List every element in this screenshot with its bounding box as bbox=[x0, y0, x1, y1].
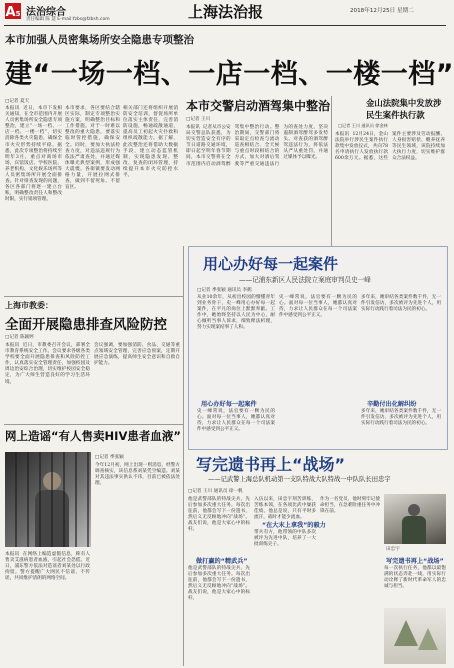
feature-title: 用心办好每一起案件 bbox=[203, 255, 339, 273]
page-letter: A bbox=[5, 5, 16, 20]
page-num: 5 bbox=[15, 10, 21, 18]
feature-sub-2: 辛勤付出化解纠纷 bbox=[367, 401, 417, 408]
soldier-photo bbox=[384, 494, 446, 544]
bottom-col-1b: 他是武警部队的特战尖兵，先后参加多次重大任务。每次出征前，他都会写下一份遗书，然后义无反顾地冲向“战场”。战友们说，他是大家心中的标杆。 bbox=[188, 566, 250, 602]
bottom-col-2: 入伍以来，田忠宇刻苦训练，苦练本领，在各项比武中屡获佳绩。他总是说，只有平时多流汗，战时才能少流血。 bbox=[254, 497, 316, 521]
lead-byline: □记者 夏天 bbox=[5, 99, 30, 104]
paper-name: 上海法治报 bbox=[188, 3, 264, 21]
photo-figure-body bbox=[402, 516, 426, 544]
left2-kicker: 上海市教委： bbox=[5, 301, 53, 310]
bottom-col-4: 每一次执行任务，他都以最饱满的状态奔赴一线，用实际行动诠释了新时代革命军人的忠诚与担当。 bbox=[384, 566, 446, 590]
story2-text: 本报讯 记者从市公安局交警总队获悉，为切实营造安全有序的节日道路交通环境，即日起至明年春节期间，本市交警将在全市范围内启动酒驾醉驾集中整治行动。整治期间，交警部门将采取定点检查与流动巡查相结合、全天候与重点时段相结合的方式，加大对酒后驾驶等严重交通违法行为的查处力度，坚决遏制酒驾醉驾多发势头。对查获的酒驾醉驾违法行为，将依法从严从重处罚，并通过媒体予以曝光。 bbox=[186, 125, 328, 167]
feature-box bbox=[188, 246, 448, 450]
bottom-byline: □记者 王川 通讯员 徐一帆 bbox=[188, 489, 243, 494]
lead-col-2: 本市要求，各区要结合辖区实际，制定专项整治实施方案，明确整治目标和工作措施。对于一时难以整改的重大隐患，要落实临时管控措施，确保安全。同时，要加大执法检查力度，对违法违规行为依法严肃查处，并通过媒体曝光典型案例，形成强大震慑。各街镇要发动网格力量，开展拉网式排查，做到不留死角、不留盲区。 bbox=[65, 106, 120, 191]
date-line: 2018年12月25日 星期二 bbox=[350, 8, 414, 14]
feature-byline: □记者 季张颖 通讯员 李鹤 bbox=[197, 288, 252, 293]
editor-line: 责任编辑 陈 慧 E-mail:fzbs@fzbsh.com bbox=[26, 17, 110, 22]
feature-col-2: 史一峰常说，法官要有一颗为民的心。面对每一位当事人，她都认真对待，力求让人民群众在每一个司法案件中感受到公平正义。 bbox=[279, 295, 357, 319]
masthead bbox=[0, 0, 450, 24]
story3-byline: □记者 王川 通讯员 徐金林 bbox=[338, 123, 388, 128]
feature-col-1b: 史一峰常说，法官要有一颗为民的心。面对每一位当事人，她都认真对待，力求让人民群众在每一个司法案件中感受到公平正义。 bbox=[197, 409, 275, 433]
photo-bars bbox=[5, 452, 91, 547]
story3-headline: 金山法院集中发放涉民生案件执行款 bbox=[366, 98, 442, 120]
feature-sub-1: 用心办好每一起案件 bbox=[201, 401, 257, 408]
left3-byline: □记者 季张颖 bbox=[95, 455, 124, 460]
bottom-col-2b: 带兵有方，他带领的中队多次被评为先进中队，培养了一大批训练尖子。 bbox=[254, 530, 316, 548]
feature-col-3: 多年来，她审结各类案件数千件，无一件引发信访，多次被评为先进个人，用实际行动践行着司法为民的初心。 bbox=[361, 295, 441, 313]
decorative-tree-icon bbox=[394, 620, 418, 646]
bottom-col-3: 作为一名党员，他时刻牢记使命担当，在急难险重任务中冲锋在前。 bbox=[320, 497, 380, 515]
left3-col-2: 今年12月初，网上出现一则消息，经警方调查核实，该信息系刘某凭空编造。刘某对其违法事实供认不讳，目前已被依法处理。 bbox=[95, 463, 180, 487]
feature-subtitle: ——记浦东新区人民法院立案庭审判员史一峰 bbox=[239, 276, 371, 284]
feature-col-3b: 多年来，她审结各类案件数千件，无一件引发信访，多次被评为先进个人，用实际行动践行着司法为民的初心。 bbox=[361, 409, 441, 427]
bottom-col-1: 他是武警部队的特战尖兵，先后参加多次重大任务。每次出征前，他都会写下一份遗书，然后义无反顾地冲向“战场”。战友们说，他是大家心中的标杆。 bbox=[188, 497, 250, 533]
page-number-badge bbox=[5, 3, 21, 19]
story2-headline: 本市交警启动酒驾集中整治 bbox=[186, 99, 331, 113]
story3-text: 本报讯 12月24日，金山法院举行涉民生案件执行款集中发放仪式，共向78名申请执行人发放执行款600余万元。据悉，这些案件主要涉及劳动报酬、人身损害赔偿、赡养抚养等民生领域，该院持续加大执行力度，切实维护群众合法权益。 bbox=[335, 132, 445, 162]
lead-kicker: 本市加强人员密集场所安全隐患专项整治 bbox=[5, 34, 194, 46]
bottom-subtitle: ——记武警上海总队机动第一支队特战大队特战一中队队长田忠宇 bbox=[208, 476, 391, 483]
hiv-news-photo bbox=[5, 452, 91, 547]
feature-col-1: 从业10余年，从初出校园的懵懂青年到业务骨干，史一峰用心办好每一起案件，在平凡的岗位上默默奉献。工作中，她始终坚持以人民为中心，耐心倾听当事人诉求，细致释法析理，努力实现案结事了人和。 bbox=[197, 295, 275, 331]
lead-col-1: 本报讯 近日，本市下发相关通知，在全市范围内开展人员密集场所安全隐患专项整治，建立“一场一档、一店一档、一楼一档”，切实消除各类火灾隐患，确保全市火灾形势持续平稳。据悉，此次专项整治将持续至明年3月，重点对商场市场、宾馆饭店、学校医院、养老机构、文化娱乐场所等人员密集场所开展全面排查。针对排查发现的问题，各区各部门将逐一建立台账，明确整改责任人和整改时限，实行销项管理。 bbox=[5, 106, 62, 203]
bottom-sub-3: 写完遗书再上“战场” bbox=[386, 558, 444, 565]
photo-caption: 田忠宇 bbox=[386, 547, 400, 552]
story2-byline: □记者 王川 bbox=[186, 117, 211, 122]
left3-headline: 网上造谣“有人售卖HIV患者血液” bbox=[5, 429, 181, 443]
left3-col-1: 本报讯 在网络上编造虚假信息，称有人售卖艾滋病患者血液，引起社会恐慌。近日，浦东警方依法对造谣者刘某处以行政拘留。警方提醒广大网民不信谣、不传谣，共同维护清朗的网络空间。 bbox=[5, 552, 90, 582]
lead-col-3: 相关部门还将组织开展消防安全培训，督促场所单位落实主体责任，完善消防设施，畅通疏散通道，提高员工初起火灾扑救和组织疏散能力。据了解，此次整治还将借助大数据手段，建立动态监管机制，实现隐患发现、整改、复查的闭环管理，持续提升本市火灾防控水平。 bbox=[123, 106, 178, 179]
section-title: 法治综合 bbox=[26, 7, 66, 18]
decorative-photo bbox=[384, 608, 446, 664]
lead-headline: 建“一场一档、一店一档、一楼一档” bbox=[5, 59, 454, 90]
decorative-tree-icon bbox=[418, 628, 438, 650]
left2-headline: 全面开展隐患排查风险防控 bbox=[5, 317, 167, 333]
left2-col-1: 本报讯 近日，市教委召开会议，部署全市教育系统安全工作。会议要求各级各类学校要全面开展隐患排查和风险防控工作，认真落实安全管理责任，加强校园及周边治安综合治理，切实维护校园安全稳定，为广大师生营造良好的学习生活环境。 bbox=[5, 343, 90, 385]
bottom-sub-2: “在大末上拿我”的毅力 bbox=[262, 522, 326, 529]
left2-byline: □记者 陈颖婷 bbox=[5, 335, 34, 340]
bottom-title: 写完遗书再上“战场” bbox=[196, 455, 346, 474]
photo-figure bbox=[408, 504, 420, 516]
bottom-sub-1: 做打赢的“精武兵” bbox=[196, 558, 248, 565]
left2-col-2: 会议强调，要加强消防、食品、交通等重点领域安全管理，完善应急预案，定期开展应急演练，提高师生安全意识和自救自护能力。 bbox=[94, 343, 180, 367]
